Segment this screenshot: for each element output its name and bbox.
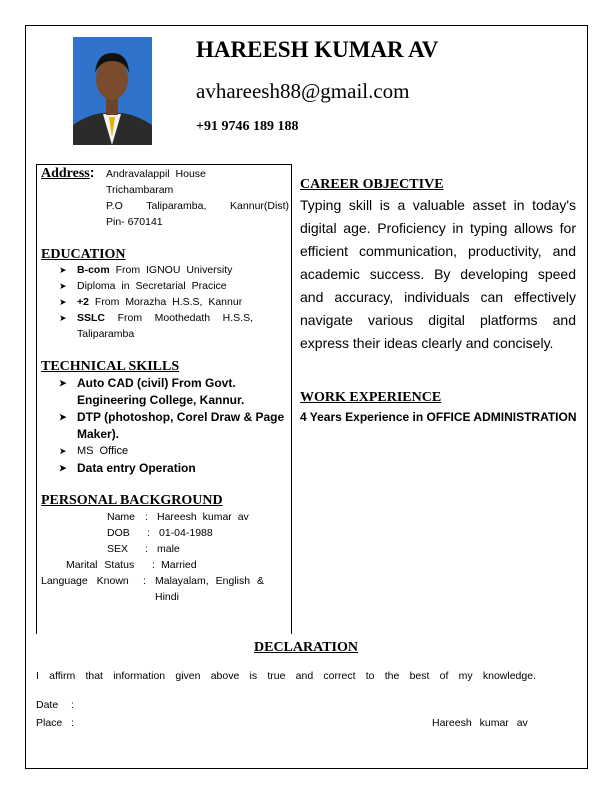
arrowhead-bullet-icon: ➤ (59, 281, 67, 291)
technical-skills-list (41, 375, 289, 477)
arrowhead-bullet-icon: ➤ (59, 313, 67, 323)
arrowhead-bullet-icon: ➤ (59, 265, 67, 275)
career-objective-text: Typing skill is a valuable asset in today's digital age. Proficiency in typing allows for efficient communication, productivity, and academic success. By developing speed and accuracy, individuals can effectively navigate various digital platforms and express their ideas clearly and concisely. (300, 197, 576, 351)
personal-row (41, 573, 286, 605)
education-detail: Diploma in Secretarial Pracice (77, 280, 227, 292)
personal-label: SEX (107, 543, 129, 555)
place-colon: : (71, 717, 74, 729)
list-item (41, 460, 289, 477)
personal-details (41, 509, 286, 605)
arrowhead-bullet-icon: ➤ (59, 297, 67, 307)
personal-label: Marital Status (66, 559, 135, 571)
address-colon: : (89, 164, 95, 180)
personal-label: DOB (107, 527, 130, 539)
career-objective-heading: CAREER OBJECTIVE (300, 177, 444, 192)
personal-value: male (157, 543, 180, 555)
colon: : (152, 559, 155, 571)
work-experience-role: OFFICE ADMINISTRATION (426, 410, 577, 424)
colon: : (145, 543, 148, 555)
arrowhead-bullet-icon: ➤ (59, 412, 67, 422)
education-detail: From Morazha H.S.S, Kannur (88, 296, 243, 308)
address-label-wrap (41, 164, 94, 182)
signature-name: Hareesh kumar av (432, 717, 528, 729)
list-item (41, 409, 289, 443)
list-item (41, 262, 286, 278)
education-degree: SSLC (77, 312, 106, 324)
personal-row (41, 557, 286, 573)
technical-skills-heading: TECHNICAL SKILLS (41, 359, 180, 374)
education-detail: From Moothedath H.S.S, Taliparamba (77, 312, 253, 340)
profile-photo (73, 37, 152, 145)
address-line-1: Andravalappil House (106, 168, 206, 180)
work-experience-text: 4 Years Experience in (300, 410, 427, 424)
personal-value: Hareesh kumar av (157, 511, 249, 523)
skill-text: Auto CAD (civil) From Govt. Engineering College, Kannur. (77, 376, 245, 407)
list-item (41, 443, 289, 460)
personal-row (41, 509, 286, 525)
list-item (41, 278, 286, 294)
personal-label: Language Known (41, 575, 129, 587)
personal-row (41, 541, 286, 557)
skill-text: DTP (photoshop, Corel Draw & Page Maker). (77, 410, 285, 441)
colon: : (145, 511, 148, 523)
place-label: Place (36, 717, 63, 729)
education-detail: From IGNOU University (109, 264, 233, 276)
personal-label: Name (107, 511, 136, 523)
address-line-2: Trichambaram (106, 184, 174, 196)
personal-value: 01-04-1988 (159, 527, 213, 539)
arrowhead-bullet-icon: ➤ (59, 463, 67, 473)
list-item (41, 310, 253, 342)
email-address: avhareesh88@gmail.com (196, 79, 410, 103)
address-lines (106, 166, 289, 230)
address-label: Address (41, 166, 90, 181)
date-label: Date (36, 699, 59, 711)
arrowhead-bullet-icon: ➤ (59, 378, 67, 388)
personal-value: Married (161, 559, 197, 571)
colon: : (147, 527, 150, 539)
education-degree: B-com (77, 264, 110, 276)
skill-text: MS Office (77, 445, 129, 457)
education-list (41, 262, 286, 342)
address-line-4: Pin- 670141 (106, 216, 163, 228)
work-experience-heading: WORK EXPERIENCE (300, 390, 442, 405)
career-objective-body (300, 194, 576, 355)
phone-number: +91 9746 189 188 (196, 119, 299, 134)
list-item (41, 294, 286, 310)
declaration-heading: DECLARATION (254, 640, 358, 655)
personal-background-heading: PERSONAL BACKGROUND (41, 493, 223, 508)
education-degree: +2 (77, 296, 89, 308)
skill-text: Data entry Operation (77, 461, 196, 475)
address-line-3: P.O Taliparamba, Kannur(Dist) (106, 200, 289, 212)
arrowhead-bullet-icon: ➤ (59, 446, 67, 456)
declaration-text: I affirm that information given above is true and correct to the best of my knowledge. (36, 670, 536, 682)
personal-value: Malayalam, English & Hindi (155, 575, 264, 603)
work-experience-line (300, 410, 577, 424)
list-item (41, 375, 289, 409)
colon: : (143, 575, 146, 587)
education-heading: EDUCATION (41, 247, 126, 262)
date-colon: : (71, 699, 74, 711)
candidate-name: HAREESH KUMAR AV (196, 37, 439, 62)
personal-row (41, 525, 286, 541)
